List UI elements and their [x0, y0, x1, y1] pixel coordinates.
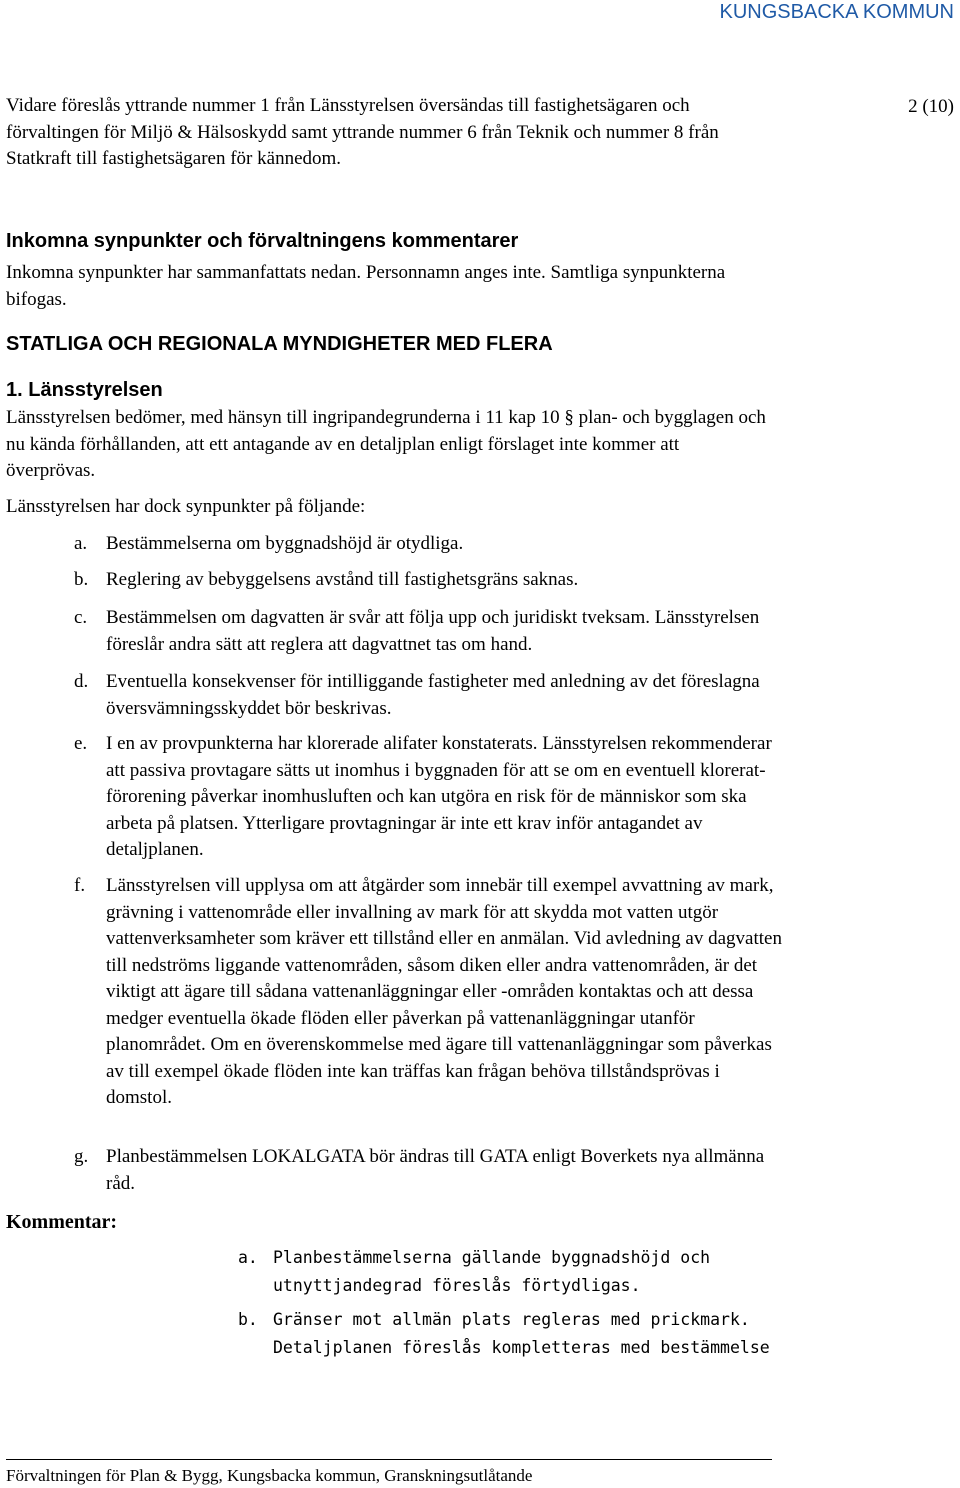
item-lead: Länsstyrelsen har dock synpunkter på följande:	[6, 496, 366, 517]
group-heading: STATLIGA OCH REGIONALA MYNDIGHETER MED FLERA	[6, 333, 553, 355]
point-text: Eventuella konsekvenser för intilliggande fastigheter med anledning av det föreslagna översvämningsskyddet bör beskrivas.	[106, 671, 760, 719]
point-letter: d.	[74, 671, 89, 692]
municipality-name: KUNGSBACKA KOMMUN	[719, 1, 954, 23]
comment-letter: a.	[238, 1248, 258, 1267]
item-heading: 1. Länsstyrelsen	[6, 379, 163, 401]
item-paragraph: Länsstyrelsen bedömer, med hänsyn till ingripandegrunderna i 11 kap 10 § plan- och bygglagen och nu kända förhållanden, att ett antagande av en detaljplan enligt förslaget inte kommer att överprövas.	[6, 407, 766, 481]
footer-text: Förvaltningen för Plan & Bygg, Kungsbacka kommun, Granskningsutlåtande	[6, 1466, 533, 1485]
footer-divider	[6, 1459, 772, 1460]
point-letter: g.	[74, 1146, 89, 1167]
point-letter: c.	[74, 607, 88, 628]
point-letter: a.	[74, 533, 88, 554]
point-text: Planbestämmelsen LOKALGATA bör ändras till GATA enligt Boverkets nya allmänna råd.	[106, 1146, 765, 1194]
point-text: I en av provpunkterna har klorerade alifater konstaterats. Länsstyrelsen rekommenderar att passiva provtagare sätts ut inomhus i byggnaden för att se om en eventuell klorerat-förorening påverkar inomhusluften och kan utgöra en risk för de människor som ska arbeta på platsen. Ytterligare provtagningar är inte ett krav inför antagandet av detaljplanen.	[106, 733, 772, 860]
point-text: Länsstyrelsen vill upplysa om att åtgärder som innebär till exempel avvattning av mark, grävning i vattenområde eller invallning av mark för att skydda mot vatten utgör vattenverksamheter som kräver ett tillstånd eller en anmälan. Vid avledning av dagvatten till nedströms liggande vattenområden, såsom diken eller andra vattenområden, är det viktigt att ägare till sådana vattenanläggningar eller -områden kontaktas och att dessa medger eventuella ökade flöden eller påverkan på vattenanläggningar utanför planområdet. Om en överenskommelse med ägare till vattenanläggningar som påverkas av till exempel ökade flöden inte kan träffas kan frågan behöva tillståndsprövas i domstol.	[106, 875, 782, 1108]
page-number: 2 (10)	[908, 96, 954, 117]
point-letter: f.	[74, 875, 86, 896]
comment-letter: b.	[238, 1310, 258, 1329]
comment-label: Kommentar:	[6, 1211, 118, 1233]
point-text: Bestämmelsen om dagvatten är svår att följa upp och juridiskt tveksam. Länsstyrelsen föreslår andra sätt att reglera att dagvattnet tas om hand.	[106, 607, 760, 655]
intro-paragraph: Vidare föreslås yttrande nummer 1 från Länsstyrelsen översändas till fastighetsägaren och förvaltingen för Miljö & Hälsoskydd samt yttrande nummer 6 från Teknik och nummer 8 från Statkraft till fastighetsägaren för kännedom.	[6, 95, 719, 169]
point-text: Bestämmelserna om byggnadshöjd är otydliga.	[106, 533, 464, 554]
point-text: Reglering av bebyggelsens avstånd till fastighetsgräns saknas.	[106, 569, 579, 590]
comment-text: Planbestämmelserna gällande byggnadshöjd och utnyttjandegrad föreslås förtydligas.	[273, 1248, 711, 1295]
comment-text: Gränser mot allmän plats regleras med prickmark. Detaljplanen föreslås kompletteras med bestämmelse	[273, 1310, 770, 1357]
point-letter: e.	[74, 733, 88, 754]
point-letter: b.	[74, 569, 89, 590]
section-heading: Inkomna synpunkter och förvaltningens kommentarer	[6, 230, 519, 252]
section-paragraph: Inkomna synpunkter har sammanfattats nedan. Personnamn anges inte. Samtliga synpunkterna bifogas.	[6, 262, 726, 310]
